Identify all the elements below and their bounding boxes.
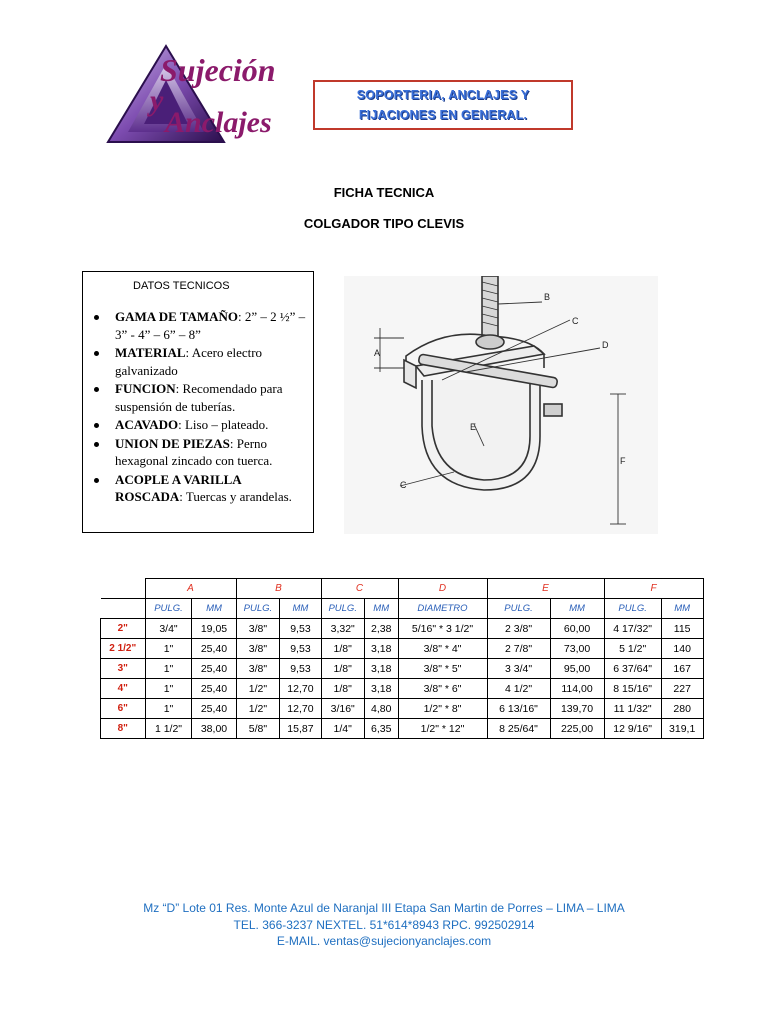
table-cell: 3,18: [364, 639, 398, 659]
table-cell: 319,1: [661, 719, 703, 739]
spec-item: [89, 416, 309, 434]
subheader-cell: MM: [661, 599, 703, 619]
subheader-cell: PULG.: [604, 599, 661, 619]
table-cell: 4,80: [364, 699, 398, 719]
table-cell: 19,05: [192, 619, 236, 639]
table-cell: 3/8" * 4": [398, 639, 487, 659]
diagram-label-d: D: [602, 340, 609, 350]
banner-line-2: FIJACIONES EN GENERAL.: [358, 108, 528, 122]
diagram-label-a: A: [374, 348, 381, 358]
table-cell: 2 7/8": [487, 639, 550, 659]
table-row: [101, 659, 704, 679]
group-header-d: D: [398, 579, 487, 599]
table-row: [101, 679, 704, 699]
spec-label: UNION DE PIEZAS: [115, 435, 230, 451]
table-cell: 1/8": [321, 659, 364, 679]
subheader-cell: MM: [364, 599, 398, 619]
row-size-label: 3": [101, 659, 146, 679]
table-cell: 3/8": [236, 639, 280, 659]
table-group-row: [101, 579, 704, 599]
table-cell: 1": [145, 639, 192, 659]
group-header-a: A: [145, 579, 236, 599]
footer-phones: TEL. 366-3237 NEXTEL. 51*614*8943 RPC. 992502914: [233, 918, 535, 932]
table-cell: 8 25/64": [487, 719, 550, 739]
table-cell: 1/8": [321, 639, 364, 659]
table-cell: 25,40: [192, 699, 236, 719]
row-size-label: 6": [101, 699, 146, 719]
table-cell: 1/2": [236, 699, 280, 719]
table-cell: 227: [661, 679, 703, 699]
spec-item: [89, 471, 309, 506]
table-cell: 4 17/32": [604, 619, 661, 639]
table-cell: 3/8" * 5": [398, 659, 487, 679]
spec-item: [89, 380, 309, 415]
table-cell: 1": [145, 659, 192, 679]
table-cell: 9,53: [280, 619, 321, 639]
spec-value: : Acero electro galvanizado: [115, 345, 263, 378]
table-row: [101, 699, 704, 719]
table-cell: 1 1/2": [145, 719, 192, 739]
diagram-label-e: E: [470, 422, 477, 432]
subheader-cell: MM: [550, 599, 604, 619]
header-banner: [313, 80, 573, 130]
footer-address: Mz “D” Lote 01 Res. Monte Azul de Naranjal III Etapa San Martin de Porres – LIMA – LIMA: [143, 901, 625, 915]
table-cell: 139,70: [550, 699, 604, 719]
clevis-hanger-diagram: [344, 276, 658, 534]
table-cell: 60,00: [550, 619, 604, 639]
table-cell: 1/2" * 12": [398, 719, 487, 739]
spec-value: : Perno hexagonal zincado con tuerca.: [115, 435, 273, 468]
diagram-label-c-top: C: [572, 316, 579, 326]
spec-item: [89, 344, 309, 379]
table-body: [101, 619, 704, 739]
table-cell: 1/8": [321, 679, 364, 699]
table-cell: 12,70: [280, 699, 321, 719]
table-row: [101, 639, 704, 659]
row-size-label: 2": [101, 619, 146, 639]
table-cell: 5/8": [236, 719, 280, 739]
table-cell: 3/8": [236, 659, 280, 679]
table-cell: 6 13/16": [487, 699, 550, 719]
logo-text-anclajes: Anclajes: [165, 106, 272, 139]
spec-label: GAMA DE TAMAÑO: [115, 309, 239, 324]
spec-label: ACAVADO: [115, 417, 179, 432]
spec-label: ACOPLE A VARILLA ROSCADA: [115, 471, 241, 504]
spec-value: : 2” – 2 ½” – 3” - 4” – 6” – 8”: [115, 309, 306, 342]
table-cell: 9,53: [280, 639, 321, 659]
diagram-label-b: B: [544, 292, 551, 302]
logo-text-y: y: [150, 84, 164, 117]
table-row: [101, 619, 704, 639]
subheader-cell: MM: [192, 599, 236, 619]
table-cell: 2,38: [364, 619, 398, 639]
document-title: FICHA TECNICA: [333, 185, 435, 200]
table-cell: 1/2" * 8": [398, 699, 487, 719]
diagram-label-f: F: [620, 456, 626, 466]
technical-data-box: [82, 271, 314, 533]
table-subheader-row: [101, 599, 704, 619]
spec-item: [89, 308, 309, 343]
spec-label: FUNCION: [115, 381, 176, 396]
table-cell: 5/16" * 3 1/2": [398, 619, 487, 639]
table-cell: 8 15/16": [604, 679, 661, 699]
table-cell: 38,00: [192, 719, 236, 739]
subheader-cell: MM: [280, 599, 321, 619]
table-cell: 6 37/64": [604, 659, 661, 679]
table-cell: 115: [661, 619, 703, 639]
banner-line-1: SOPORTERIA, ANCLAJES Y: [356, 88, 530, 102]
spec-value: : Tuercas y arandelas.: [179, 489, 292, 504]
table-cell: 3,18: [364, 679, 398, 699]
row-size-label: 4": [101, 679, 146, 699]
table-cell: 2 3/8": [487, 619, 550, 639]
table-blank-cell: [101, 599, 146, 619]
table-row: [101, 719, 704, 739]
technical-data-list: [89, 308, 309, 507]
table-cell: 25,40: [192, 639, 236, 659]
group-header-b: B: [236, 579, 321, 599]
document-subtitle: COLGADOR TIPO CLEVIS: [303, 216, 465, 231]
table-cell: 12 9/16": [604, 719, 661, 739]
logo-text-sujecion: Sujeción: [160, 52, 276, 88]
table-cell: 167: [661, 659, 703, 679]
table-cell: 1": [145, 699, 192, 719]
subheader-cell: PULG.: [321, 599, 364, 619]
table-cell: 3,18: [364, 659, 398, 679]
subheader-cell: PULG.: [236, 599, 280, 619]
table-cell: 95,00: [550, 659, 604, 679]
table-cell: 140: [661, 639, 703, 659]
spec-item: [89, 435, 309, 470]
table-cell: 25,40: [192, 679, 236, 699]
table-cell: 3/4": [145, 619, 192, 639]
table-cell: 3/8" * 6": [398, 679, 487, 699]
table-cell: 3/8": [236, 619, 280, 639]
table-cell: 3 3/4": [487, 659, 550, 679]
group-header-c: C: [321, 579, 398, 599]
spec-value: : Recomendado para suspensión de tuberías.: [115, 381, 283, 414]
footer-email: E-MAIL. ventas@sujecionyanclajes.com: [276, 934, 492, 948]
table-cell: 3,32": [321, 619, 364, 639]
spec-value: : Liso – plateado.: [178, 417, 269, 432]
diagram-label-c-bottom: C: [400, 480, 407, 490]
table-cell: 11 1/32": [604, 699, 661, 719]
table-cell: 12,70: [280, 679, 321, 699]
table-cell: 6,35: [364, 719, 398, 739]
table-cell: 3/16": [321, 699, 364, 719]
table-cell: 280: [661, 699, 703, 719]
table-cell: 5 1/2": [604, 639, 661, 659]
subheader-cell: DIAMETRO: [398, 599, 487, 619]
group-header-f: F: [604, 579, 703, 599]
table-cell: 1/4": [321, 719, 364, 739]
table-cell: 114,00: [550, 679, 604, 699]
table-corner-cell: [101, 579, 146, 599]
table-cell: 73,00: [550, 639, 604, 659]
dimensions-table: [100, 578, 704, 739]
group-header-e: E: [487, 579, 604, 599]
table-cell: 1": [145, 679, 192, 699]
table-cell: 9,53: [280, 659, 321, 679]
table-cell: 4 1/2": [487, 679, 550, 699]
table-cell: 15,87: [280, 719, 321, 739]
table-cell: 1/2": [236, 679, 280, 699]
spec-label: MATERIAL: [115, 345, 186, 360]
table-cell: 25,40: [192, 659, 236, 679]
row-size-label: 2 1/2": [101, 639, 146, 659]
table-cell: 225,00: [550, 719, 604, 739]
technical-data-heading: DATOS TECNICOS: [133, 280, 230, 292]
subheader-cell: PULG.: [487, 599, 550, 619]
subheader-cell: PULG.: [145, 599, 192, 619]
row-size-label: 8": [101, 719, 146, 739]
